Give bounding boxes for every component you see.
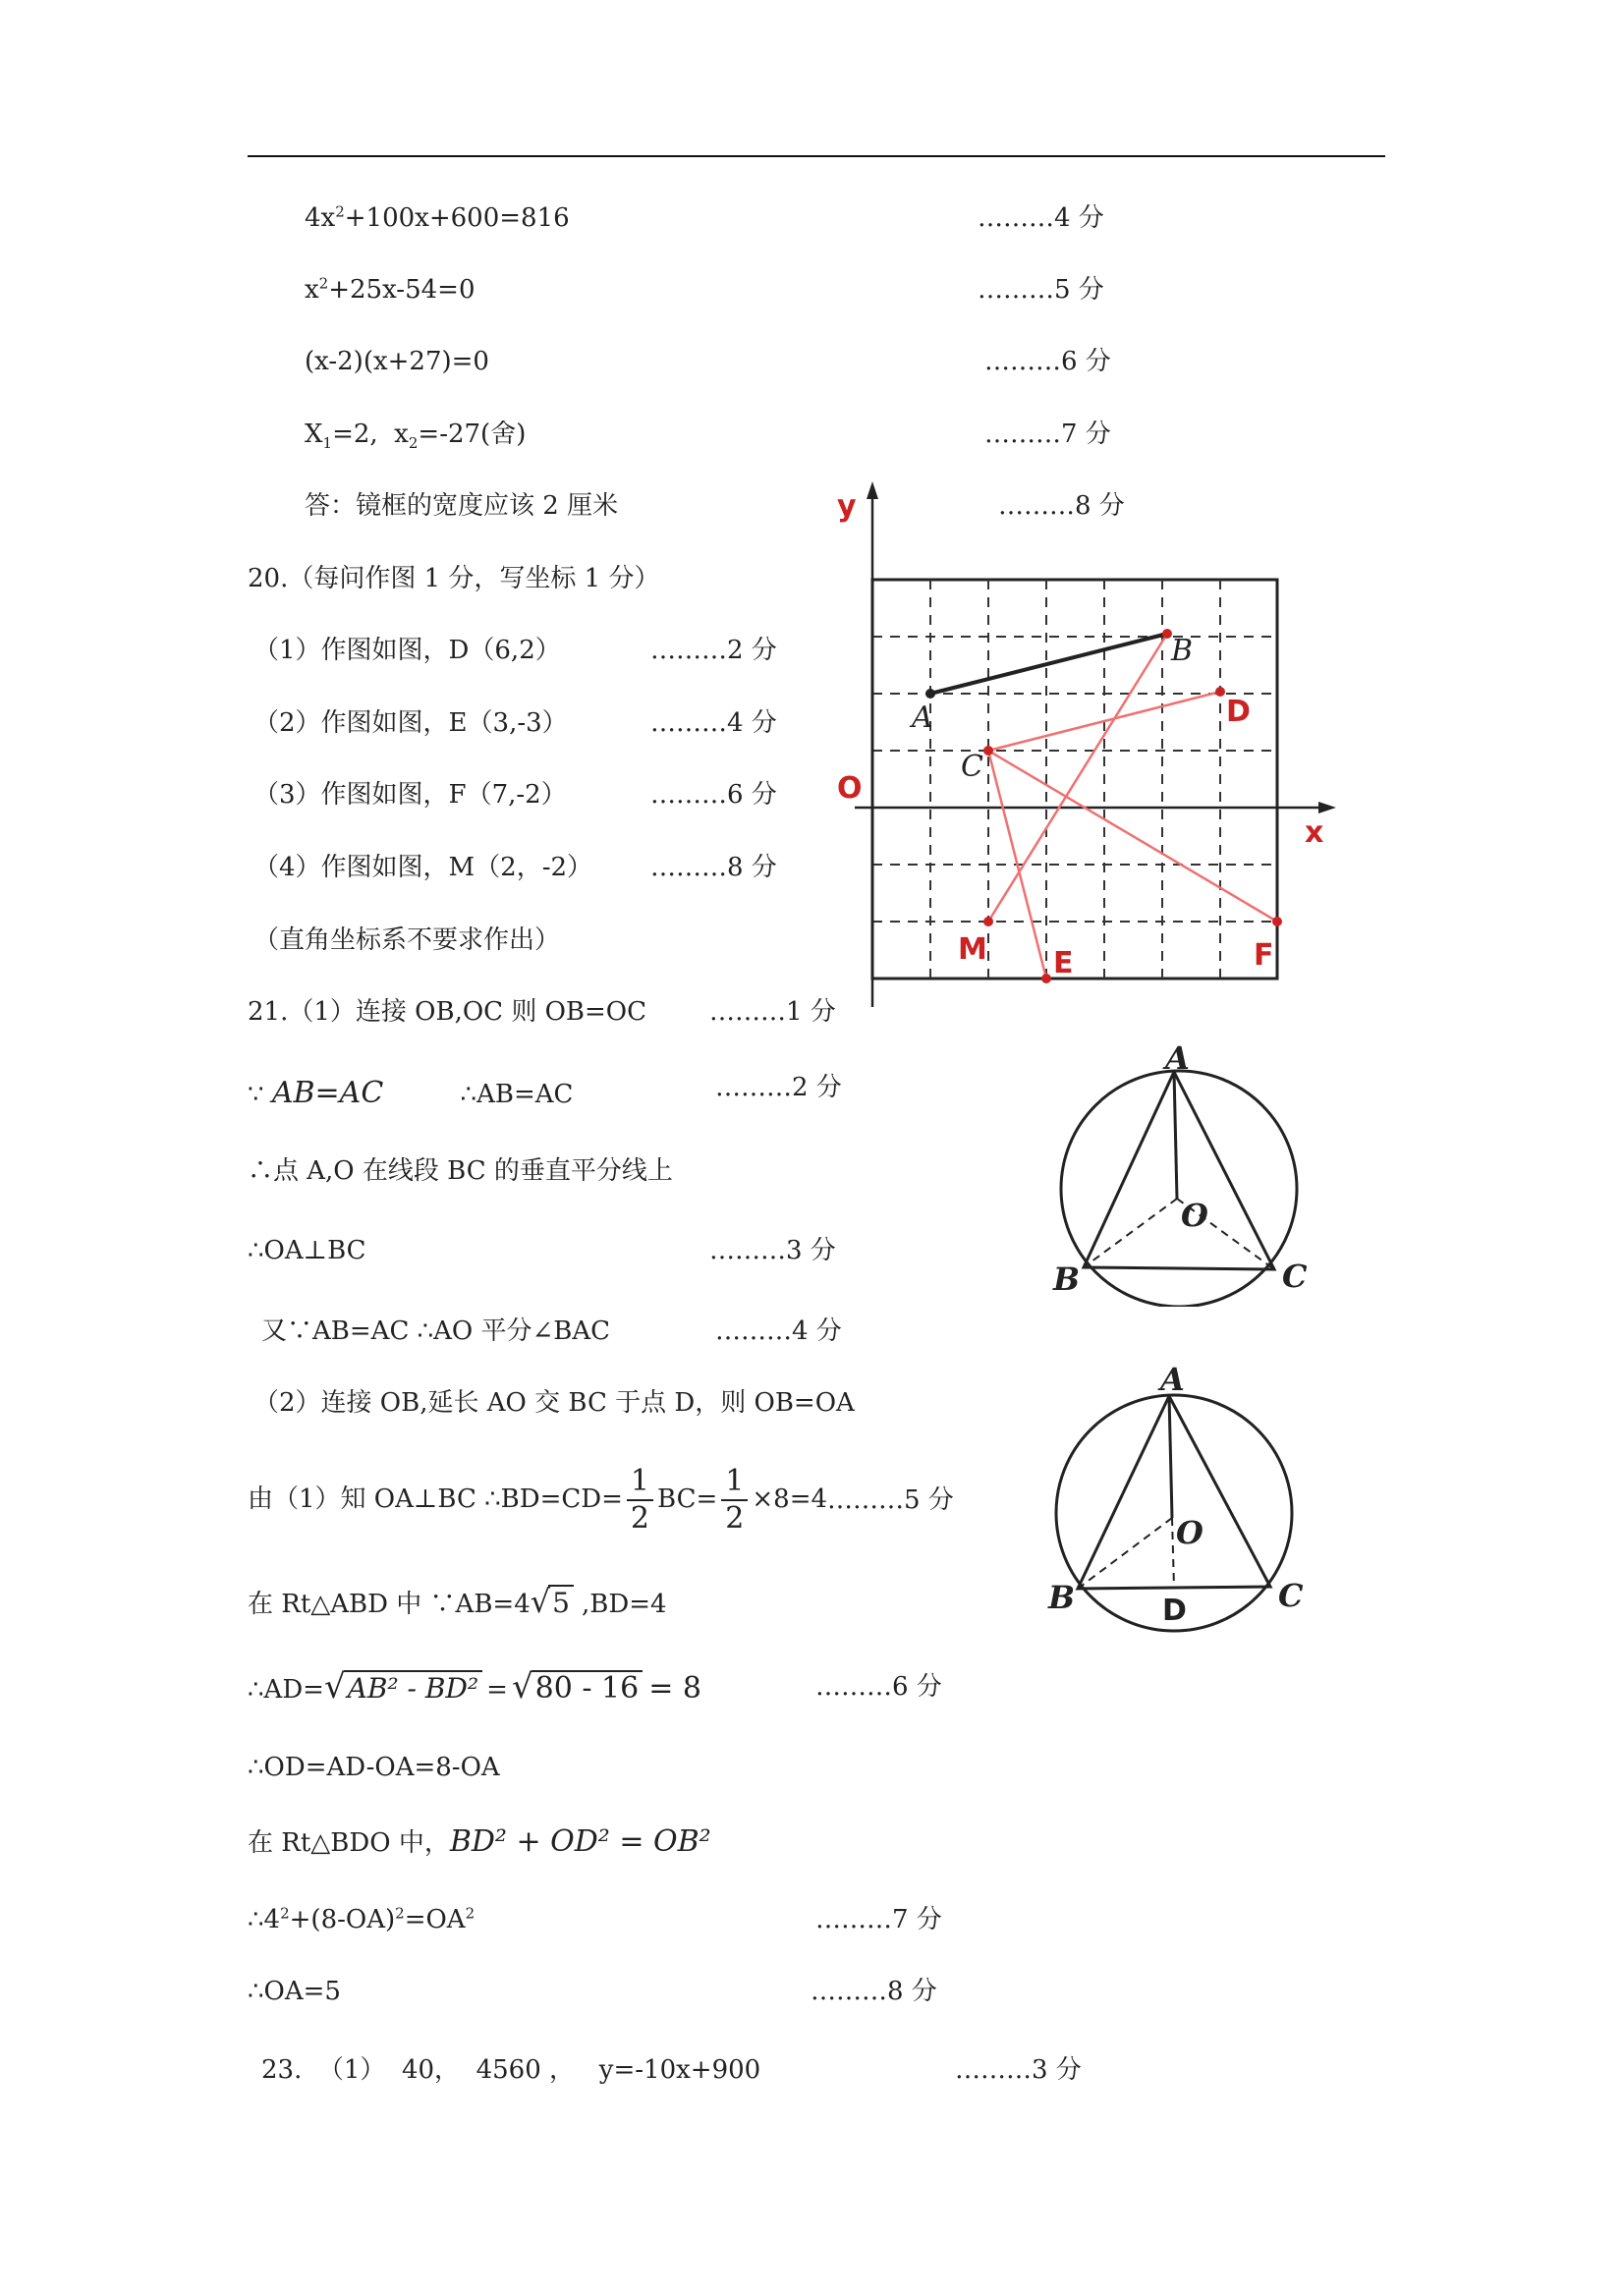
q20-item-2: （2）作图如图，E（3,-3） [253,708,568,738]
q21-score-4: ………4 分 [715,1316,842,1346]
q20-item-1: （1）作图如图，D（6,2） [253,636,561,665]
q21-line-2: ∵ AB=AC ∴AB=AC [248,1076,574,1110]
fraction-half-1: $\frac{1}{2}$ [627,1464,653,1537]
segment-ab [930,634,1167,694]
q19-score-4: ………7 分 [984,420,1111,449]
q19-answer: 答：镜框的宽度应该 2 厘米 [305,491,619,521]
q21-score-6: ………6 分 [815,1672,942,1702]
q21-score-2: ………2 分 [715,1073,842,1102]
x-axis-label: x [1305,815,1324,850]
q20-item-3: （3）作图如图，F（7,-2） [253,780,567,810]
q21-line-1: 21.（1）连接 OB,OC 则 OB=OC [248,997,646,1027]
q21-score-8: ………8 分 [811,1977,937,2006]
header-rule [248,155,1385,157]
q21-line-3: ∴点 A,O 在线段 BC 的垂直平分线上 [248,1156,673,1186]
q19-line-3: (x-2)(x+27)=0 [305,347,489,376]
point-m [983,917,993,926]
q21-line-5: 又∵AB=AC ∴AO 平分∠BAC [261,1316,611,1346]
q19-score-1: ………4 分 [978,203,1104,233]
q21-score-3: ………3 分 [709,1236,836,1265]
fig1-label-a: A [1165,1041,1190,1077]
q20-score-2: ………4 分 [650,708,777,738]
q23-line-1: 23. （1） 40， 4560 ， y=-10x+900 [261,2055,761,2085]
q21-line-10: ∴OD=AD-OA=8-OA [248,1753,500,1782]
q21-line-8: 在 Rt△ABD 中 ∵AB=4√5 ,BD=4 [248,1583,667,1620]
origin-label: O [837,771,863,806]
q21-line-12: $\therefore 4^2+(8-OA)^2=OA^2$ [248,1904,476,1934]
x-axis-arrow [1318,802,1336,813]
point-f [1272,917,1282,926]
q20-item-4: （4）作图如图，M（2，-2） [253,853,593,882]
fig1-label-o: O [1181,1197,1208,1234]
point-d [1215,687,1225,697]
grid-lines [872,580,1277,979]
label-f: F [1254,938,1274,973]
grid-frame [872,580,1277,979]
q21-line-6: （2）连接 OB,延长 AO 交 BC 于点 D，则 OB=OA [253,1388,855,1418]
y-axis-arrow [867,481,878,499]
label-b: B [1171,634,1194,668]
q19-line-1: $4x^2+100x+600=816$ [305,202,570,233]
fig2-label-o: O [1176,1514,1203,1551]
q19-line-4: $X_1=2$, $x_2=-27$(舍) [305,420,527,453]
q20-score-4: ………8 分 [650,853,777,882]
q19-line-2: $x^2+25x-54=0$ [305,274,476,305]
fig1-label-b: B [1053,1260,1081,1298]
q20-heading: 20.（每问作图 1 分，写坐标 1 分） [248,564,660,593]
y-axis-label: y [837,489,857,524]
q20-score-3: ………6 分 [650,780,777,810]
q19-score-3: ………6 分 [984,347,1111,376]
fig2-label-d: D [1162,1594,1187,1628]
q21-line-4: ∴OA⊥BC [248,1236,366,1265]
q21-score-5: ………5 分 [827,1485,954,1515]
q21-line-11: 在 Rt△BDO 中，BD² + OD² = OB² [248,1824,711,1859]
q21-line-9: ∴AD=√AB² - BD² = √80 - 16 = 8 [248,1667,701,1707]
label-c: C [961,750,983,784]
fig2-label-c: C [1278,1577,1304,1614]
point-c [983,746,993,756]
circle-figure-2 [1036,1361,1321,1646]
arc-equation: AB=AC [271,1076,384,1110]
point-e [1041,974,1051,983]
label-a: A [912,700,933,735]
q21-line-7: 由（1）知 OA⊥BC ∴BD=CD= $\frac{1}{2}$ BC= $\frac{1}{2}$ ×8=4 [248,1464,828,1536]
circle-figure-1 [1041,1041,1326,1307]
label-d: D [1226,695,1251,729]
q21-score-1: ………1 分 [709,997,836,1027]
fraction-half-2: $\frac{1}{2}$ [721,1464,748,1537]
q23-score-1: ………3 分 [955,2055,1082,2085]
point-a [925,689,935,699]
q19-score-2: ………5 分 [978,275,1104,305]
q21-line-13: ∴OA=5 [248,1977,341,2006]
label-m: M [958,932,987,967]
fig2-label-a: A [1160,1361,1185,1398]
red-segments [988,634,1277,979]
fig2-label-b: B [1048,1579,1076,1616]
coordinate-grid-figure [825,481,1356,1022]
q20-note: （直角坐标系不要求作出） [253,925,561,955]
q19-score-5: ………8 分 [998,491,1125,521]
q21-score-7: ………7 分 [815,1905,942,1934]
fig1-label-c: C [1282,1258,1308,1295]
label-e: E [1053,946,1074,980]
q20-score-1: ………2 分 [650,636,777,665]
